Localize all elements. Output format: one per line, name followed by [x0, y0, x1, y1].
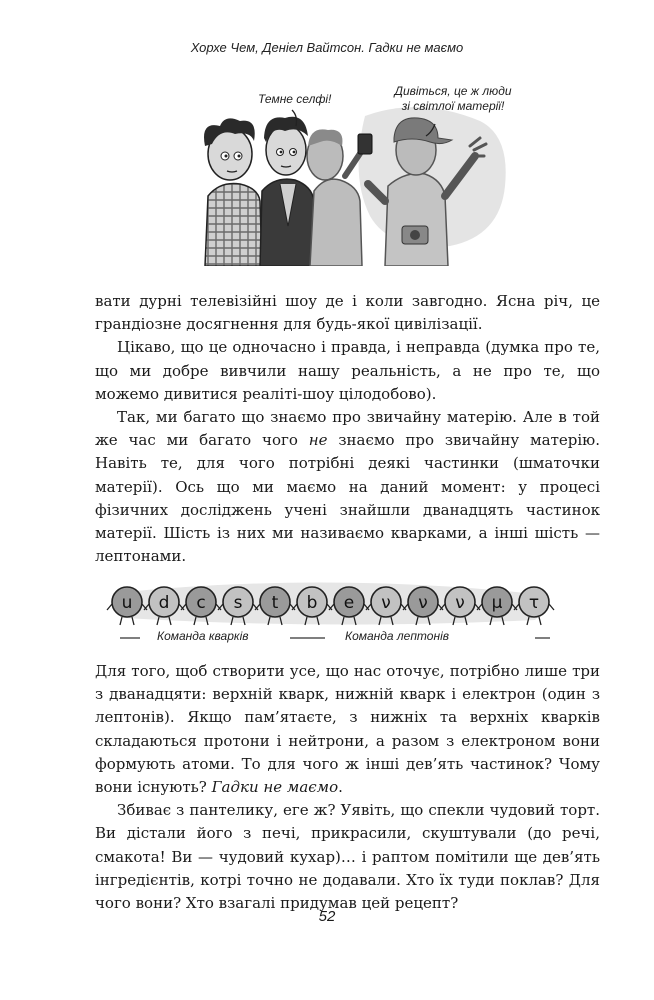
paragraph-3-part-2: знаємо про звичайну матерію. Навіть те, для чого потрібні деякі частинки (шматочки матерії). Ось що ми маємо на даний момент: у процесі фізичних досліджень учені знайшли дванадцять частинок матерії. Шість із них ми називаємо кварками, а інші шість — лептонами. — [95, 431, 600, 566]
particle-symbol: ν — [381, 593, 391, 613]
person-3 — [307, 129, 372, 266]
running-header: Хорхе Чем, Деніел Вайтсон. Гадки не маємо — [190, 40, 464, 55]
person-2 — [260, 117, 316, 266]
text-block-bottom — [95, 660, 600, 915]
speech-right-line-1: Дивіться, це ж люди — [394, 84, 512, 98]
particle-symbol: c — [196, 593, 206, 613]
speech-right-line-2: зі світлої матерії! — [401, 99, 505, 113]
text-block-top — [95, 290, 600, 568]
quark-team-label: Команда кварків — [157, 629, 249, 643]
paragraph-2: Цікаво, що це одночасно і правда, і неправда (думка про те, що ми добре вивчили нашу реальність, а не про те, що можемо дивитися реаліті-шоу цілодобово). — [95, 338, 600, 403]
particle-symbol: μ — [491, 593, 503, 613]
paragraph-3-part-1: Так, ми багато що знаємо про звичайну матерію. Але в той же час ми багато чого — [95, 408, 600, 450]
paragraph-1: вати дурні телевізійні шоу де і коли завгодно. Ясна річ, це грандіозне досягнення для будь-якої цивілізації. — [95, 292, 600, 334]
paragraph-4-part-2: . — [338, 778, 343, 797]
paragraph-4 — [95, 660, 600, 799]
particle-symbol: s — [233, 593, 243, 613]
paragraph-4-part-1: Для того, щоб створити усе, що нас оточує, потрібно лише три з дванадцяти: верхній кварк, нижній кварк і електрон (один з лептонів). Якщо пам’ятаєте, з нижніх та верхніх кварків складаються протони і нейтрони, а разом з електроном вони формують атоми. То для чого ж інші дев’ять частинок? Чому вони існують? — [95, 662, 600, 797]
speech-bubble-right — [388, 84, 518, 114]
paragraph-5: Збиває з пантелику, еге ж? Уявіть, що спекли чудовий торт. Ви дістали його з печі, прикрасили, скуштували (до речі, смакота! Ви — чудовий кухар)… і раптом помітили ще дев’ять інгредієнтів, котрі точно не додавали. Хто їх туди поклав? Для чого вони? Хто взагалі придумав цей рецепт? — [95, 801, 600, 913]
paragraph-3-emphasis: не — [308, 431, 328, 450]
page-number: 52 — [318, 908, 336, 925]
lepton-team-label: Команда лептонів — [345, 629, 450, 643]
particle-symbol: d — [158, 593, 170, 613]
paragraph-3 — [95, 406, 600, 568]
particle-symbol: e — [343, 593, 355, 613]
particle-symbol: ν — [418, 593, 428, 613]
particle-symbol: u — [121, 593, 133, 613]
particle-symbol: ν — [455, 593, 465, 613]
particles-illustration — [95, 572, 565, 652]
speech-bubble-left: Темне селфі! — [258, 92, 332, 106]
person-1 — [204, 118, 262, 266]
particle-symbol: b — [306, 593, 318, 613]
cartoon-illustration-people — [180, 76, 600, 266]
particle-symbol: t — [271, 593, 279, 613]
particle-symbol: τ — [528, 593, 540, 613]
paragraph-4-emphasis: Гадки не маємо — [211, 778, 339, 797]
